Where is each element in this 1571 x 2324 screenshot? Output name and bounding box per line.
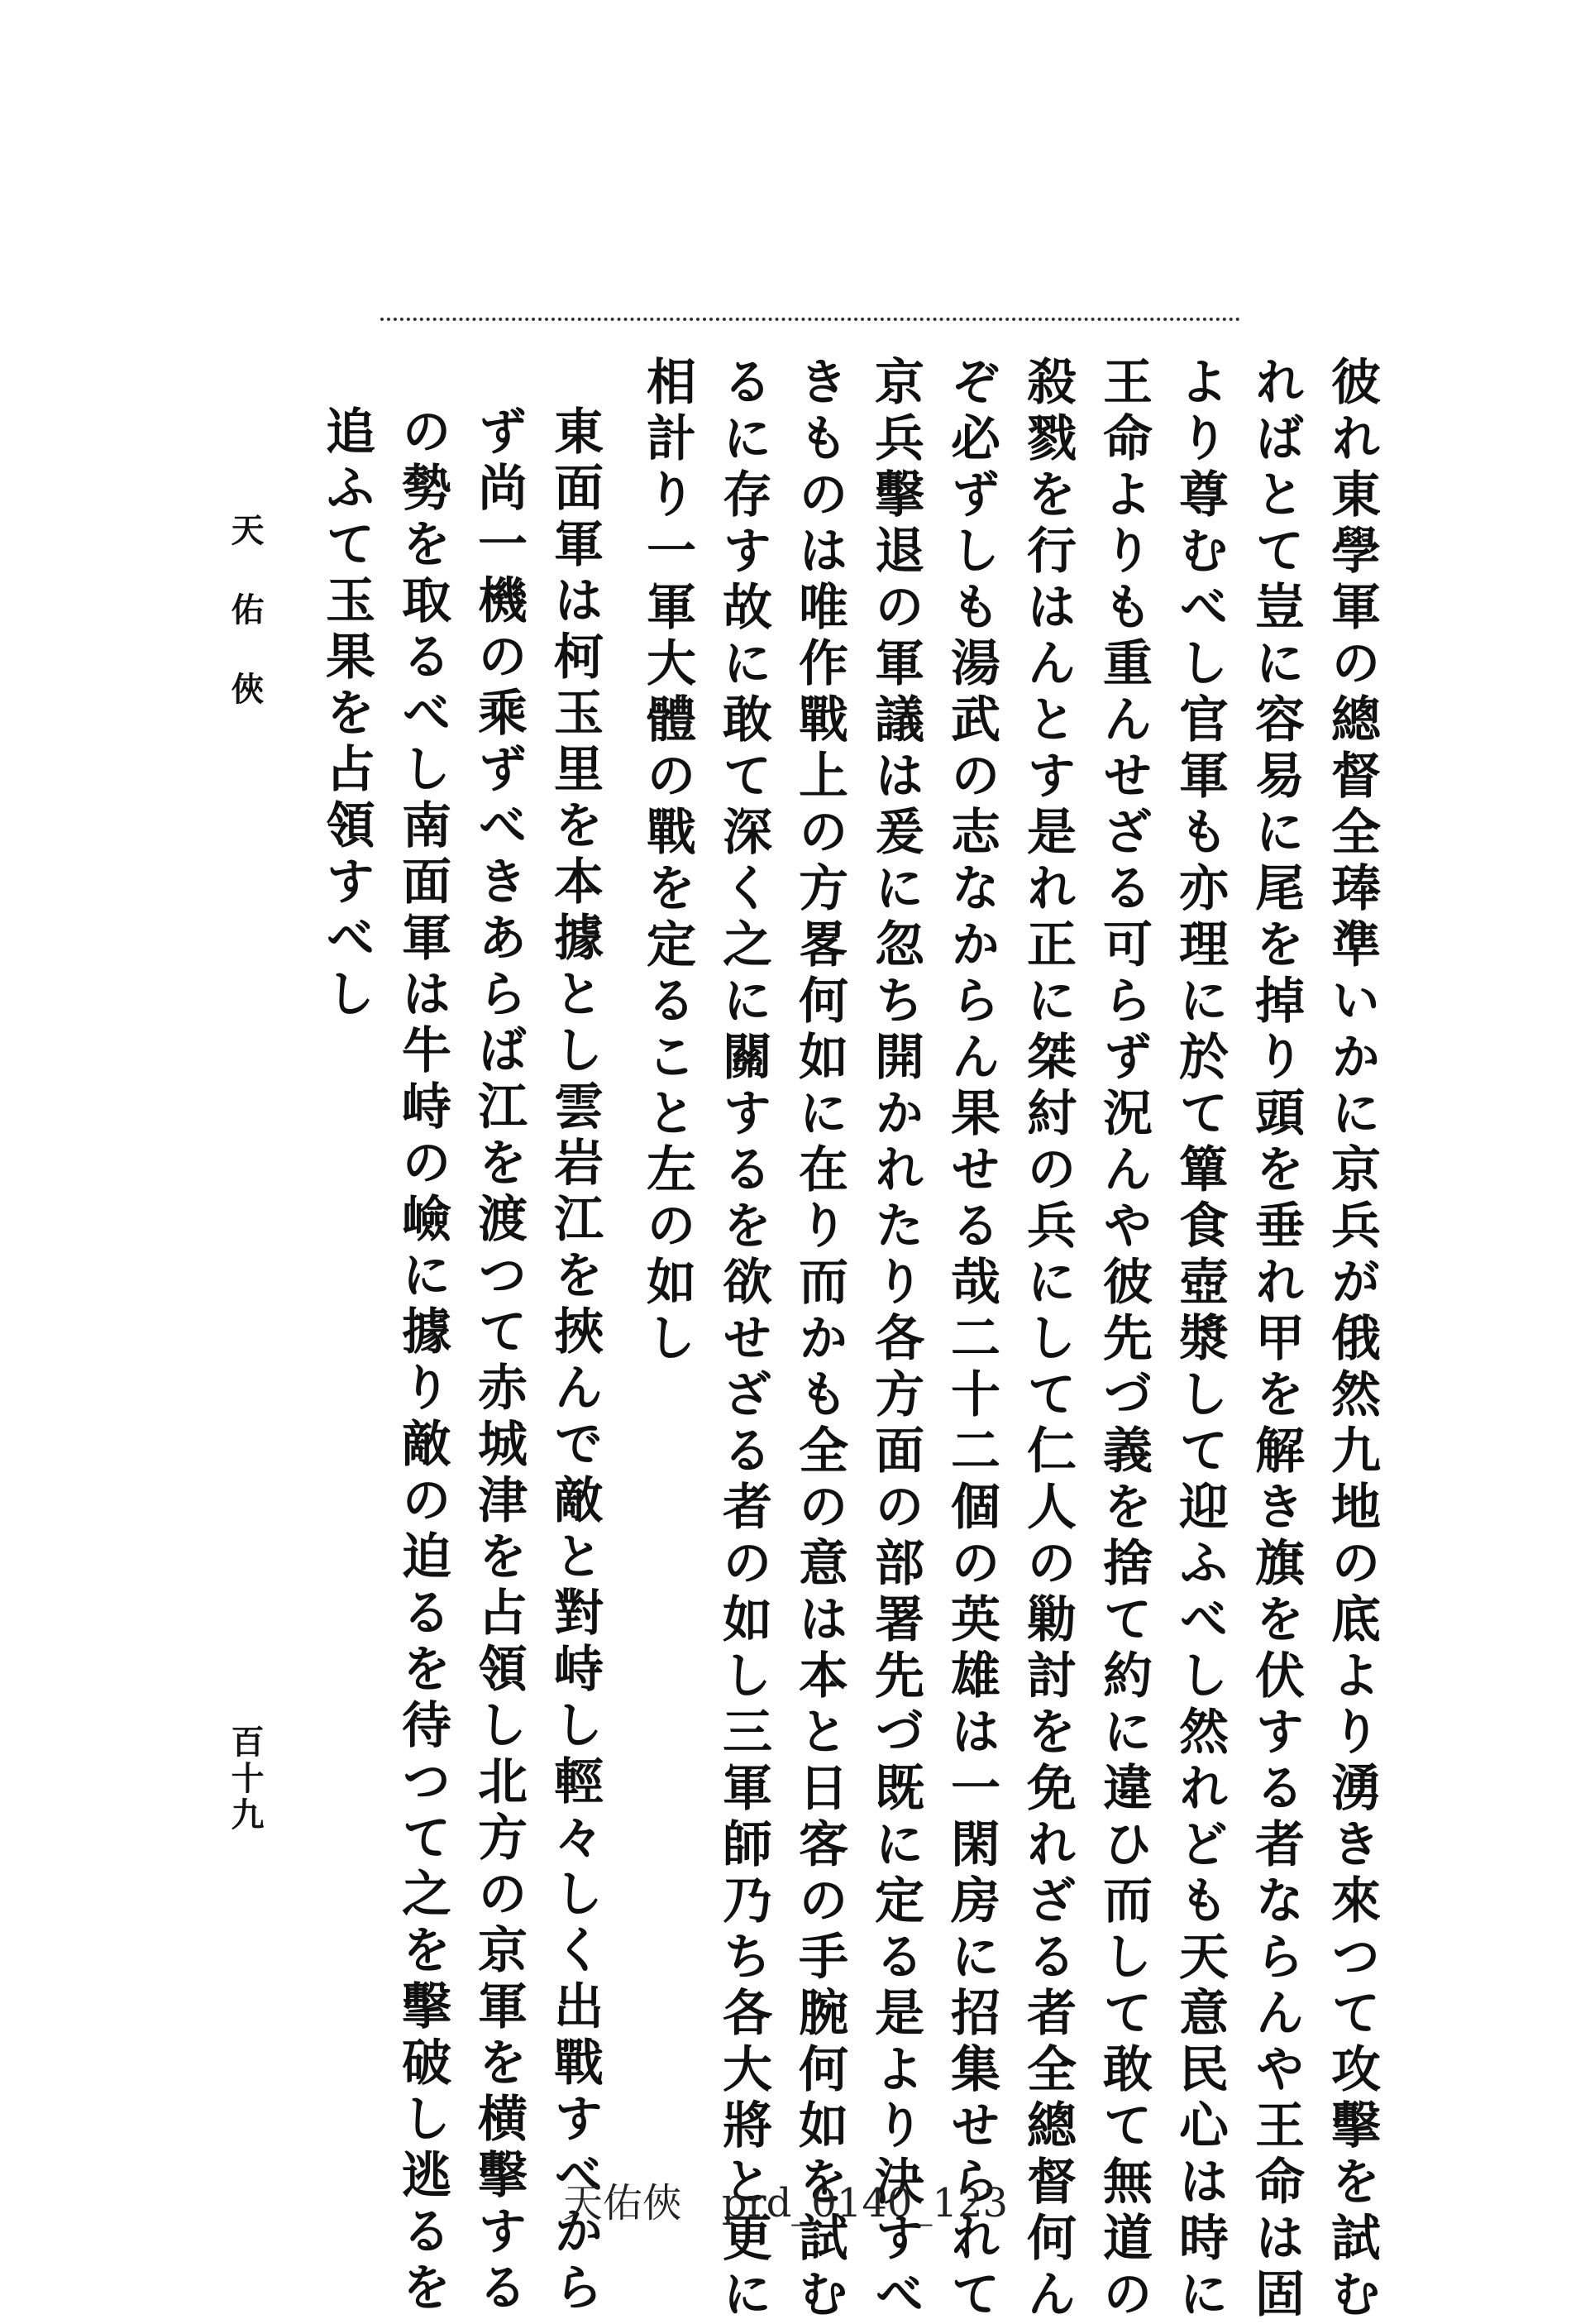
text-column: 追ふて玉果を占領すべし xyxy=(318,405,375,1024)
text-column: ればとて豈に容易に尾を掉り頭を垂れ甲を解き旗を伏する者ならんや王命は固 xyxy=(1247,356,1305,2324)
page-number: 百十九 xyxy=(226,1724,265,1834)
text-column: 東面軍は柯玉里を本據とし雲岩江を挾んで敵と對峙し輕々しく出戰すべから xyxy=(546,405,604,2317)
running-title: 天佑俠 xyxy=(226,513,265,751)
text-column: きものは唯作戰上の方畧何如に在り而かも全の意は本と日客の手腕何如を試む xyxy=(790,356,848,2324)
footer-caption: 天佑俠 prd_0140_123 xyxy=(562,2180,1009,2226)
text-column: より尊むべし官軍も亦理に於て簞食壺漿して迎ふべし然れども天意民心は時に xyxy=(1171,356,1229,2324)
text-column: るに存す故に敢て深く之に關するを欲せざる者の如し三軍師乃ち各大將と更に xyxy=(714,356,772,2324)
text-column: 彼れ東學軍の總督全琫準いかに京兵が俄然九地の底より湧き來つて攻擊を試む xyxy=(1323,356,1381,2324)
text-column: 殺戮を行はんとす是れ正に桀紂の兵にして仁人の勦討を免れざる者全總督何ん xyxy=(1019,356,1077,2324)
text-column: ぞ必ずしも湯武の志なからん果せる哉二十二個の英雄は一閑房に招集せられて xyxy=(943,356,1000,2324)
text-column: 京兵擊退の軍議は爰に忽ち開かれたり各方面の部署先づ既に定る是より決すべ xyxy=(867,356,924,2324)
text-column: 王命よりも重んせざる可らず況んや彼先づ義を捨て約に違ひ而して敢て無道の xyxy=(1095,356,1153,2324)
top-dotted-rule xyxy=(380,318,1240,321)
text-column: ず尚一機の乘ずべきあらば江を渡つて赤城津を占領し北方の京軍を横擊する xyxy=(470,405,528,2317)
text-column: 相計り一軍大體の戰を定ること左の如し xyxy=(638,356,696,1368)
text-column: の勢を取るべし南面軍は牛峙の嶮に據り敵の迫るを待つて之を擊破し逃るを xyxy=(394,405,451,2317)
